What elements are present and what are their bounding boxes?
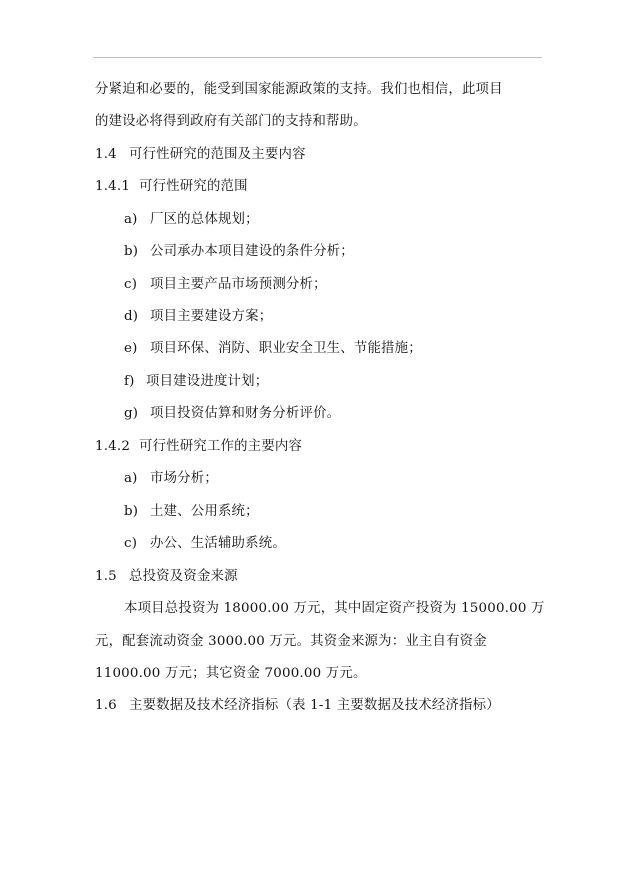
- list-item-text: 公司承办本项目建设的条件分析；: [150, 244, 354, 259]
- list-item-text: 办公、生活辅助系统。: [150, 536, 286, 551]
- list-marker: f): [124, 374, 135, 389]
- paragraph-line: 元，配套流动资金 3000.00 万元。其资金来源为：业主自有资金: [95, 634, 487, 649]
- list-marker: d): [124, 309, 139, 324]
- list-item-text: 厂区的总体规划；: [150, 212, 259, 227]
- section-heading-1-4: [95, 146, 306, 164]
- list-marker: c): [124, 536, 138, 551]
- paragraph-line: 分紧迫和必要的，能受到国家能源政策的支持。我们也相信，此项目: [95, 82, 503, 97]
- header-divider: [93, 57, 542, 58]
- section-title: 主要数据及技术经济指标（表 1-1 主要数据及技术经济指标）: [129, 698, 500, 713]
- section-heading-1-6: [95, 697, 500, 715]
- list-item: [124, 405, 340, 423]
- section-title: 总投资及资金来源: [129, 569, 238, 584]
- list-item-text: 市场分析；: [150, 471, 218, 486]
- paragraph-line: 本项目总投资为 18000.00 万元，其中固定资产投资为 15000.00 万: [124, 601, 545, 616]
- paragraph-line: 11000.00 万元；其它资金 7000.00 万元。: [95, 666, 367, 681]
- list-item-text: 项目环保、消防、职业安全卫生、节能措施；: [150, 341, 422, 356]
- section-title: 可行性研究的范围: [139, 179, 248, 194]
- list-item: [124, 211, 259, 229]
- paragraph-line: 的建设必将得到政府有关部门的支持和帮助。: [95, 114, 367, 129]
- list-item-text: 土建、公用系统；: [150, 504, 259, 519]
- section-number: 1.5: [95, 569, 117, 584]
- list-item: [124, 340, 422, 358]
- list-item: [124, 308, 272, 326]
- section-number: 1.4.1: [95, 179, 131, 194]
- list-marker: b): [124, 244, 139, 259]
- list-item-text: 项目投资估算和财务分析评价。: [150, 406, 341, 421]
- list-marker: a): [124, 471, 138, 486]
- section-number: 1.4: [95, 147, 117, 162]
- list-item-text: 项目主要建设方案；: [150, 309, 273, 324]
- section-heading-1-5: [95, 568, 238, 586]
- list-item-text: 项目主要产品市场预测分析；: [150, 277, 327, 292]
- section-title: 可行性研究工作的主要内容: [139, 439, 303, 454]
- list-marker: e): [124, 341, 138, 356]
- list-marker: a): [124, 212, 138, 227]
- section-title: 可行性研究的范围及主要内容: [129, 147, 306, 162]
- list-marker: g): [124, 406, 139, 421]
- list-item: [124, 535, 286, 553]
- section-number: 1.6: [95, 698, 117, 713]
- list-item: [124, 503, 259, 521]
- list-item: [124, 276, 327, 294]
- list-item: [124, 470, 218, 488]
- section-number: 1.4.2: [95, 439, 131, 454]
- list-marker: b): [124, 504, 139, 519]
- list-marker: c): [124, 277, 138, 292]
- list-item: [124, 373, 268, 391]
- list-item: [124, 243, 354, 261]
- list-item-text: 项目建设进度计划；: [146, 374, 269, 389]
- section-heading-1-4-2: [95, 438, 302, 456]
- section-heading-1-4-1: [95, 178, 248, 196]
